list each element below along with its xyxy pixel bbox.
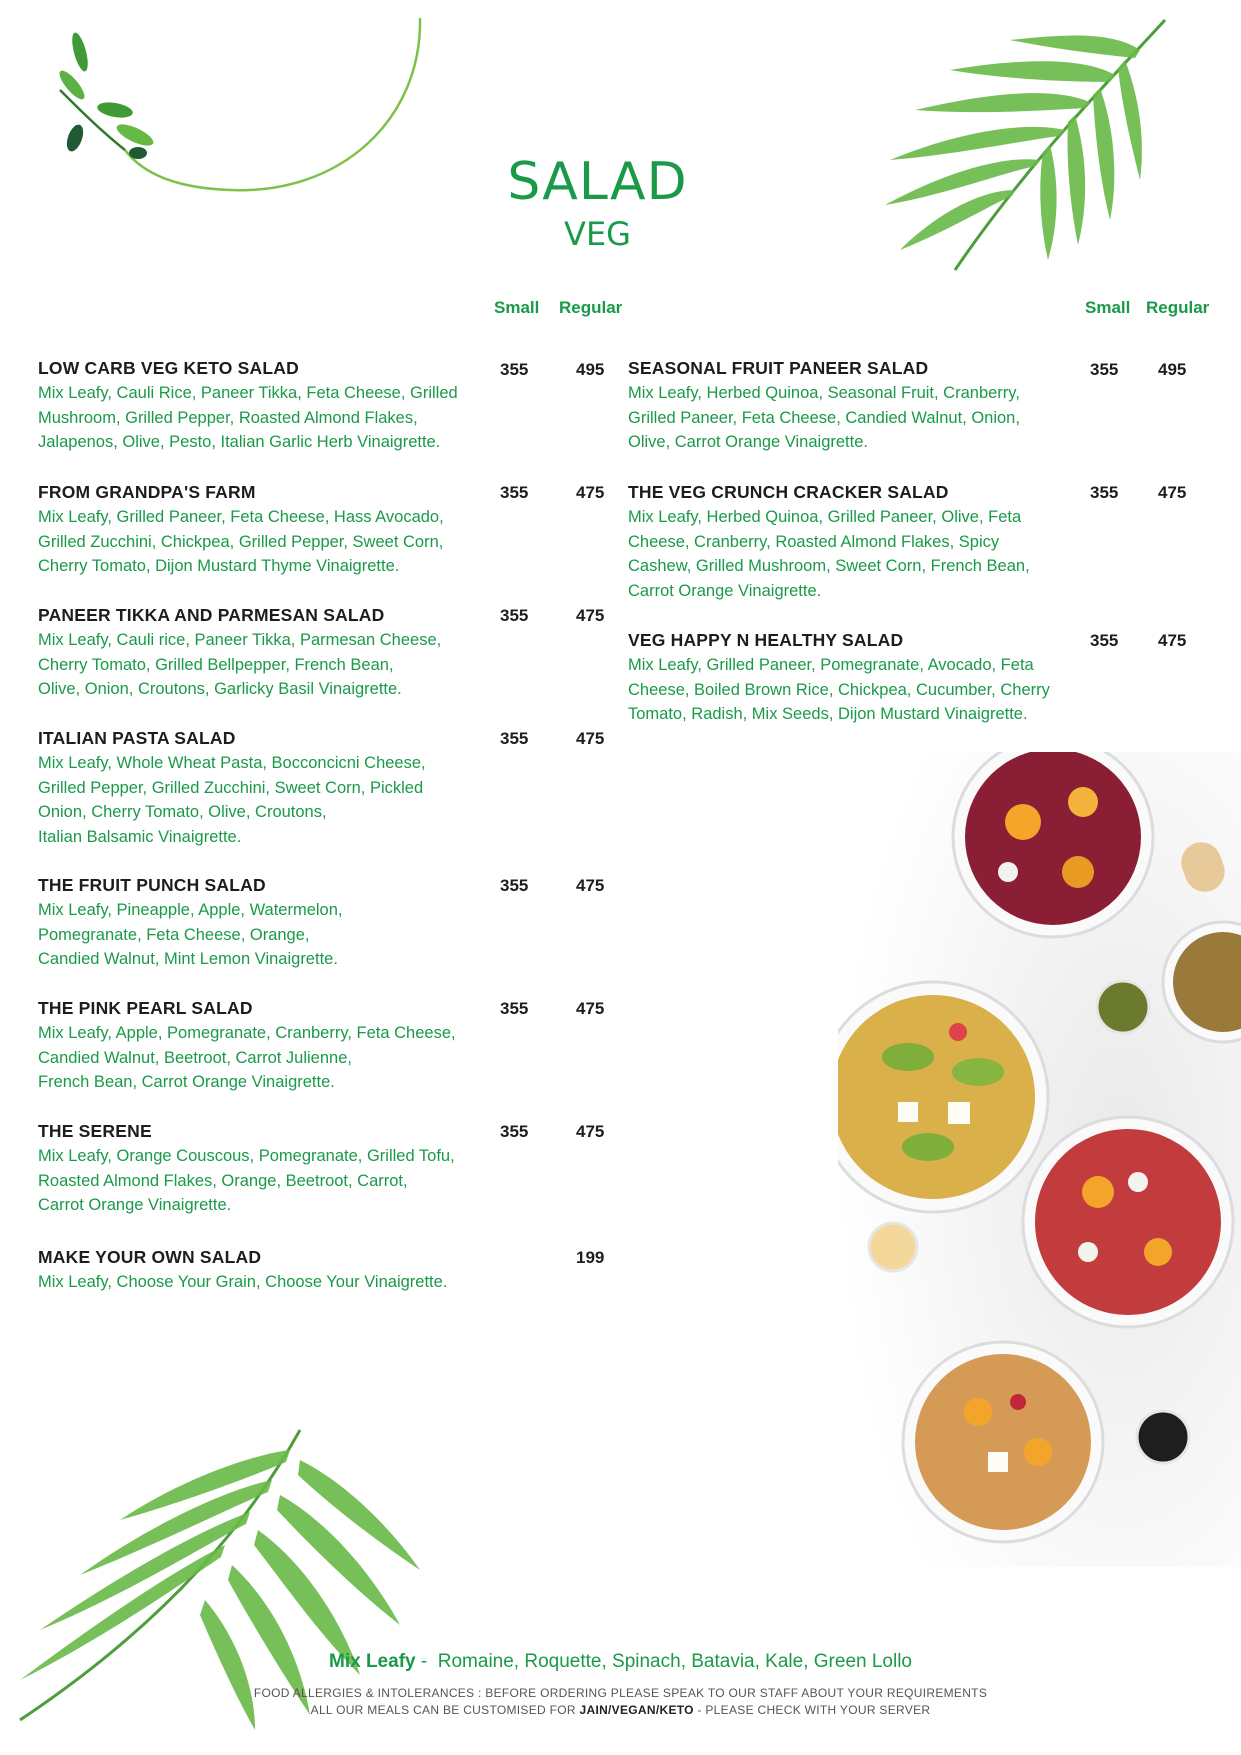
menu-item (38, 1245, 447, 1295)
regular-price: 475 (576, 729, 605, 748)
regular-price: 475 (576, 876, 605, 895)
item-name: THE FRUIT PUNCH SALAD (38, 875, 266, 895)
item-description: Mix Leafy, Pineapple, Apple, Watermelon, Pomegranate, Feta Cheese, Orange, Candied Walnut, Mint Lemon Vinaigrette. (38, 901, 343, 968)
small-price: 355 (500, 483, 529, 502)
item-name: VEG HAPPY N HEALTHY SALAD (628, 630, 904, 650)
menu-item (628, 480, 1030, 603)
item-name: ITALIAN PASTA SALAD (38, 728, 236, 748)
item-description: Mix Leafy, Choose Your Grain, Choose Your Vinaigrette. (38, 1273, 448, 1291)
small-price: 355 (500, 729, 529, 748)
regular-price: 475 (1158, 483, 1187, 502)
small-price: 355 (1090, 631, 1119, 650)
item-description: Mix Leafy, Grilled Paneer, Feta Cheese, Hass Avocado, Grilled Zucchini, Chickpea, Grilled Pepper, Sweet Corn, Cherry Tomato, Dijon Mustard Thyme Vinaigrette. (38, 508, 444, 575)
small-column-header: Small (494, 298, 540, 317)
item-name: LOW CARB VEG KETO SALAD (38, 358, 299, 378)
item-description: Mix Leafy, Apple, Pomegranate, Cranberry, Feta Cheese, Candied Walnut, Beetroot, Carrot Julienne, French Bean, Carrot Orange Vinaigrette. (38, 1024, 456, 1091)
small-price: 355 (500, 999, 529, 1018)
item-description: Mix Leafy, Grilled Paneer, Pomegranate, Avocado, Feta Cheese, Boiled Brown Rice, Chickpea, Cucumber, Cherry Tomato, Radish, Mix Seeds, Dijon Mustard Vinaigrette. (628, 656, 1050, 723)
item-description: Mix Leafy, Whole Wheat Pasta, Bocconcicni Cheese, Grilled Pepper, Grilled Zucchini, Sweet Corn, Pickled Onion, Cherry Tomato, Olive, Croutons, Italian Balsamic Vinaigrette. (38, 754, 426, 846)
regular-column-header: Regular (1146, 298, 1210, 317)
regular-price: 199 (576, 1248, 605, 1267)
salad-bowls-photo (838, 752, 1241, 1567)
regular-price: 475 (576, 1122, 605, 1141)
small-price: 355 (500, 1122, 529, 1141)
item-name: THE PINK PEARL SALAD (38, 998, 253, 1018)
customisation-notice: ALL OUR MEALS CAN BE CUSTOMISED FOR JAIN/VEGAN/KETO - PLEASE CHECK WITH YOUR SERVER (310, 1703, 931, 1717)
menu-item (38, 603, 441, 702)
small-price: 355 (500, 606, 529, 625)
regular-price: 475 (1158, 631, 1187, 650)
item-name: THE SERENE (38, 1121, 152, 1141)
page-subtitle: VEG (564, 215, 631, 253)
regular-price: 495 (1158, 360, 1187, 379)
menu-item (628, 628, 1050, 727)
menu-item (38, 356, 458, 455)
page-title: SALAD (507, 152, 688, 212)
regular-price: 475 (576, 999, 605, 1018)
small-price: 355 (1090, 483, 1119, 502)
item-name: FROM GRANDPA'S FARM (38, 482, 256, 502)
palm-leaf-bottom-decoration (0, 1420, 440, 1730)
item-name: PANEER TIKKA AND PARMESAN SALAD (38, 605, 385, 625)
mix-leafy-ingredients: Romaine, Roquette, Spinach, Batavia, Kale, Green Lollo (437, 1651, 912, 1672)
item-description: Mix Leafy, Orange Couscous, Pomegranate, Grilled Tofu, Roasted Almond Flakes, Orange, Beetroot, Carrot, Carrot Orange Vinaigrette. (38, 1147, 455, 1214)
mix-leafy-note: Mix Leafy - Romaine, Roquette, Spinach, Batavia, Kale, Green Lollo (329, 1651, 912, 1672)
menu-item (628, 356, 1020, 455)
menu-item (38, 480, 444, 579)
item-description: Mix Leafy, Cauli Rice, Paneer Tikka, Feta Cheese, Grilled Mushroom, Grilled Pepper, Roasted Almond Flakes, Jalapenos, Olive, Pesto, Italian Garlic Herb Vinaigrette. (38, 384, 458, 451)
item-description: Mix Leafy, Herbed Quinoa, Grilled Paneer, Olive, Feta Cheese, Cranberry, Roasted Almond Flakes, Spicy Cashew, Grilled Mushroom, Sweet Corn, French Bean, Carrot Orange Vinaigrette. (628, 508, 1030, 600)
menu-item (38, 873, 343, 972)
small-price: 355 (1090, 360, 1119, 379)
regular-price: 475 (576, 606, 605, 625)
mix-leafy-label: Mix Leafy (329, 1651, 416, 1672)
item-description: Mix Leafy, Herbed Quinoa, Seasonal Fruit, Cranberry, Grilled Paneer, Feta Cheese, Candied Walnut, Onion, Olive, Carrot Orange Vinaigrette. (628, 384, 1020, 451)
small-price: 355 (500, 876, 529, 895)
allergy-notice: FOOD ALLERGIES & INTOLERANCES : BEFORE ORDERING PLEASE SPEAK TO OUR STAFF ABOUT YOUR REQUIREMENTS (253, 1686, 988, 1700)
menu-item (38, 996, 456, 1095)
item-name: THE VEG CRUNCH CRACKER SALAD (628, 482, 949, 502)
regular-price: 495 (576, 360, 605, 379)
menu-item (38, 726, 426, 849)
regular-column-header: Regular (559, 298, 623, 317)
small-price: 355 (500, 360, 529, 379)
menu-item (38, 1119, 455, 1218)
item-name: MAKE YOUR OWN SALAD (38, 1247, 262, 1267)
regular-price: 475 (576, 483, 605, 502)
item-name: SEASONAL FRUIT PANEER SALAD (628, 358, 929, 378)
item-description: Mix Leafy, Cauli rice, Paneer Tikka, Parmesan Cheese, Cherry Tomato, Grilled Bellpepper, French Bean, Olive, Onion, Croutons, Garlicky Basil Vinaigrette. (38, 631, 442, 698)
small-column-header: Small (1085, 298, 1131, 317)
